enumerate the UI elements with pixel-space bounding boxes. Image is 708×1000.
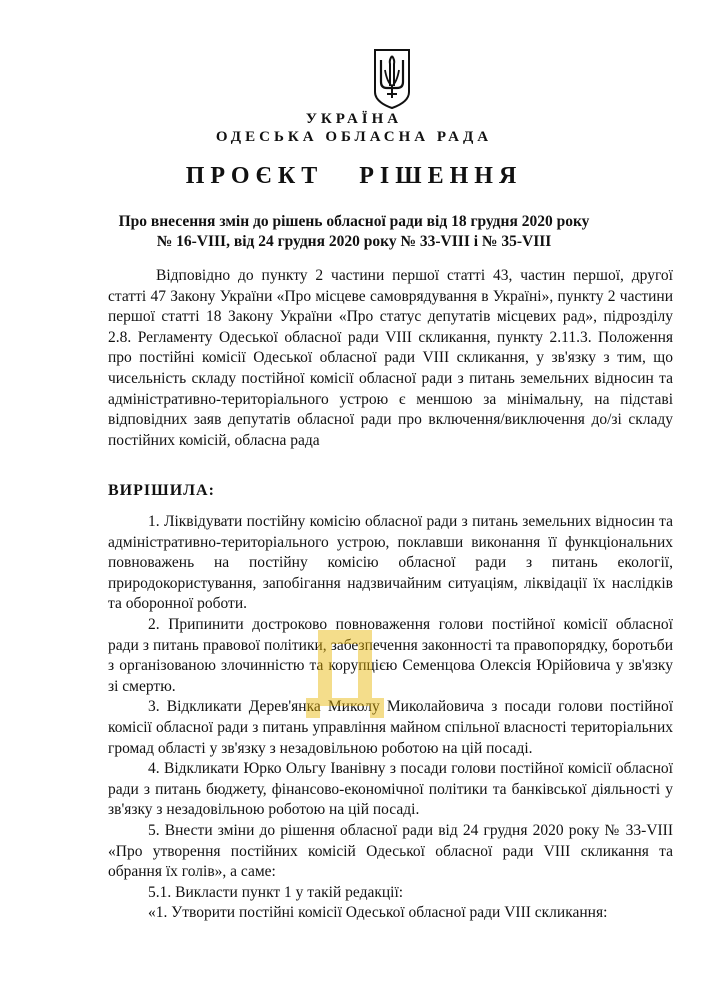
- subject-line-1: Про внесення змін до рішень обласної ради від 18 грудня 2020 року: [118, 213, 590, 230]
- decision-item-3: 3. Відкликати Дерев'янка Миколу Миколайовича з посади голови постійної комісії обласної ради з питань управління майном спільної власності територіальних громад області у зв'язку з незадовільною роботою на цій посаді.: [108, 698, 673, 757]
- decision-items: [108, 512, 673, 924]
- decision-item-1: 1. Ліквідувати постійну комісію обласної ради з питань земельних відносин та адміністративно-територіального устрою, поклавши виконання її функціональних повноважень на постійну комісію обласної ради з питань екології, природокористування, запобігання надзвичайним ситуаціям, ліквідації їх наслідків та оборонної роботи.: [108, 513, 673, 613]
- country-heading: УКРАЇНА: [305, 111, 403, 127]
- quoted-item-1: «1. Утворити постійні комісії Одеської обласної ради VIII скликання:: [148, 904, 608, 922]
- preamble: [108, 266, 673, 451]
- decision-item-5: 5. Внести зміни до рішення обласної ради від 24 грудня 2020 року № 33-VIII «Про утворення постійних комісій Одеської обласної ради VIII скликання та обрання їх голів», а саме:: [108, 821, 673, 881]
- document-type-word-1: ПРОЄКТ: [185, 163, 324, 189]
- document-type-heading: [0, 163, 708, 190]
- preamble-paragraph: Відповідно до пункту 2 частини першої статті 43, частин першої, другої статті 47 Закону України «Про місцеве самоврядування в Україні», пункту 2 частини першої статті 18 Закону України «Про статус депутатів місцевих рад», підрозділу 2.8. Регламенту Одеської обласної ради VIII скликання, пункту 2.11.3. Положення про постійні комісії Одеської обласної ради VIII скликання, у зв'язку з тим, що чисельність складу постійної комісії обласної ради з питань земельних відносин та адміністративно-територіального устрою є меншою за мінімальну, на підставі відповідних заяв депутатів обласної ради про включення/виключення до/зі складу постійних комісій, обласна рада: [108, 267, 673, 449]
- decided-heading: ВИРІШИЛА:: [108, 482, 215, 499]
- council-heading: ОДЕСЬКА ОБЛАСНА РАДА: [215, 129, 493, 145]
- subject-line-2: № 16-VIII, від 24 грудня 2020 року № 33-VIII і № 35-VIII: [156, 233, 552, 250]
- document-type-word-2: РІШЕННЯ: [359, 163, 523, 189]
- decision-item-2: 2. Припинити достроково повноваження голови постійної комісії обласної ради з питань правової політики, забезпечення законності та правопорядку, боротьби з організованою злочинністю та корупцією Семенцова Олексія Юрійовича у зв'язку зі смертю.: [108, 615, 673, 695]
- trident-coat-of-arms-icon: [372, 48, 412, 110]
- decision-subject: [0, 212, 708, 252]
- decision-subitem-5-1: 5.1. Викласти пункт 1 у такій редакції:: [148, 883, 404, 901]
- decision-item-4: 4. Відкликати Юрко Ольгу Іванівну з посади голови постійної комісії обласної ради з питань бюджету, фінансово-економічної політики та банківської діяльності у зв'язку з незадовільною роботою на цій посаді.: [108, 760, 673, 819]
- watermark-logo-icon: [300, 620, 390, 720]
